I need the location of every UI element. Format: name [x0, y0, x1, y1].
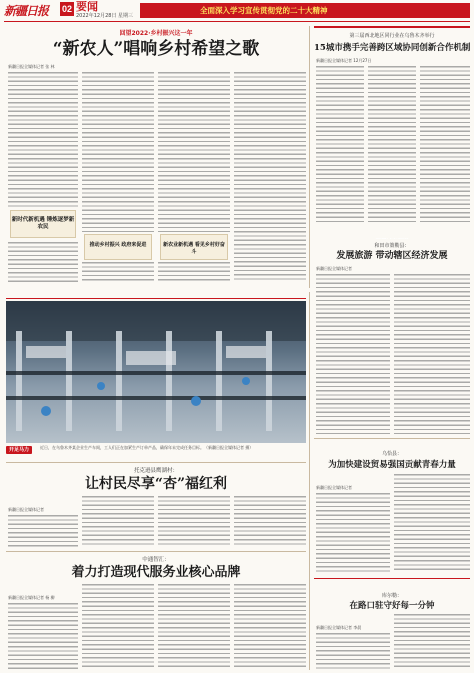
article3-byline: 新疆日报全媒体记者 — [316, 266, 352, 271]
article3-body-col2 — [394, 274, 470, 434]
section-title-industry — [314, 440, 470, 449]
issue-date: 2022年12月28日 星期三 — [76, 13, 134, 19]
article4-tag-wrap — [8, 496, 78, 505]
article5-tag-wrap — [316, 474, 376, 483]
photo-caption-tag: 开足马力 — [6, 446, 32, 454]
article1-headline: “新农人”唱响乡村希望之歌 — [52, 39, 260, 59]
article6-body-col4 — [234, 584, 306, 669]
article5-body-col1 — [316, 493, 390, 573]
article1-kicker: 回望2022·乡村振兴这一年 — [119, 30, 193, 37]
article6-tag-wrap — [8, 584, 68, 593]
article1-body-col1b — [8, 242, 78, 282]
article4-body-col4 — [234, 496, 306, 547]
article1-body-col3 — [158, 72, 230, 232]
article1-body-col4 — [234, 72, 306, 282]
page-number: 02 — [61, 4, 72, 14]
article6-headline: 着力打造现代服务业核心品牌 — [71, 565, 241, 580]
article2-body-col1 — [316, 66, 364, 224]
article3-headline: 发展旅游 带动辖区经济发展 — [336, 251, 448, 261]
article5-kicker: 乌恰县： — [381, 451, 402, 457]
article3-kicker: 和田市策勒县： — [374, 243, 410, 249]
masthead-logo: 新疆日报 — [4, 4, 49, 18]
article4-byline: 新疆日报全媒体记者 — [8, 507, 44, 512]
article4-kicker: 托克逊县鹰湖村： — [133, 468, 178, 474]
section-title-new-urban — [314, 228, 470, 239]
article1-body-col2b — [82, 262, 154, 282]
article4-bottom-rule — [6, 551, 306, 552]
article5-top-rule — [314, 438, 470, 439]
article7-body-col1 — [316, 633, 390, 670]
article7-body-col2 — [394, 614, 470, 670]
article6-body-col3 — [158, 584, 230, 669]
article7-headline: 在路口驻守好每一分钟 — [349, 601, 435, 611]
article7-section-wrap — [314, 581, 470, 590]
column-divider — [309, 26, 310, 288]
article1-byline: 新疆日报全媒体记者 张 林 — [8, 64, 55, 69]
article2-top-rule — [314, 26, 470, 28]
article1-subhead-2: 推动乡村振兴 政府来促进 — [89, 242, 147, 248]
article4-body-col1 — [8, 515, 78, 547]
article1-subhead-box — [10, 210, 76, 238]
article1-body-col3b — [158, 262, 230, 282]
article1-subhead-1: 新时代新机遇 锤炼逐梦新农民 — [11, 217, 75, 230]
article1-subhead-3: 新农业新机遇 看见乡村好奋斗 — [163, 242, 225, 255]
article6-byline: 新疆日报全媒体记者 杨 柳 — [8, 595, 55, 600]
article4-headline: 让村民尽享“杏”福红利 — [84, 476, 228, 492]
article4-body-col3 — [158, 496, 230, 547]
column-divider-lower — [309, 292, 310, 670]
article2-byline: 新疆日报全媒体记者 12月27日 — [316, 58, 372, 63]
factory-photo — [6, 301, 306, 443]
header-rule — [4, 21, 470, 22]
photo-caption — [6, 445, 306, 459]
article6-body-col1 — [8, 603, 78, 669]
article2-kicker: 第三届西北地区同行业在乌鲁木齐举行 — [349, 33, 435, 39]
article6-kicker: 中通智汇： — [142, 557, 170, 563]
article5-byline: 新疆日报全媒体记者 — [316, 485, 352, 490]
top-banner: 全面深入学习宣传贯彻党的二十大精神 — [140, 3, 470, 18]
factory-photo-graphic — [6, 301, 306, 443]
section-name: 要闻 — [76, 1, 98, 13]
article1-subhead-box-3 — [160, 234, 228, 260]
article4-body-col2 — [82, 496, 154, 547]
article2-body-col3 — [420, 66, 470, 224]
section-title-industry-wrap — [314, 308, 470, 318]
article6-body-col2 — [82, 584, 154, 669]
article7-byline: 新疆日报全媒体记者 李晨 — [316, 625, 362, 630]
article1-body-col2 — [82, 72, 154, 232]
article5-body-col2 — [394, 474, 470, 573]
article1-body-col1 — [8, 72, 78, 207]
article7-kicker: 库尔勒： — [381, 593, 402, 599]
article3-body-col1 — [316, 274, 390, 434]
photo-bottom-rule — [6, 462, 306, 463]
section-economy-rule — [6, 298, 306, 299]
article2-headline: 15城市携手完善跨区域协同创新合作机制 — [314, 43, 470, 53]
article5-headline: 为加快建设贸易强国贡献青春力量 — [328, 460, 456, 470]
article7-tag-wrap — [316, 614, 376, 623]
section-title-economy — [6, 288, 306, 298]
article2-body-col2 — [368, 66, 416, 224]
article1-subhead-box-2 — [84, 234, 152, 260]
article7-top-rule — [314, 578, 470, 579]
photo-caption-text: 近日，在乌鲁木齐某企业生产车间，工人们正在加紧生产订单产品，确保年末完成任务目标。（新疆日报全媒体记者 摄） — [40, 445, 254, 450]
